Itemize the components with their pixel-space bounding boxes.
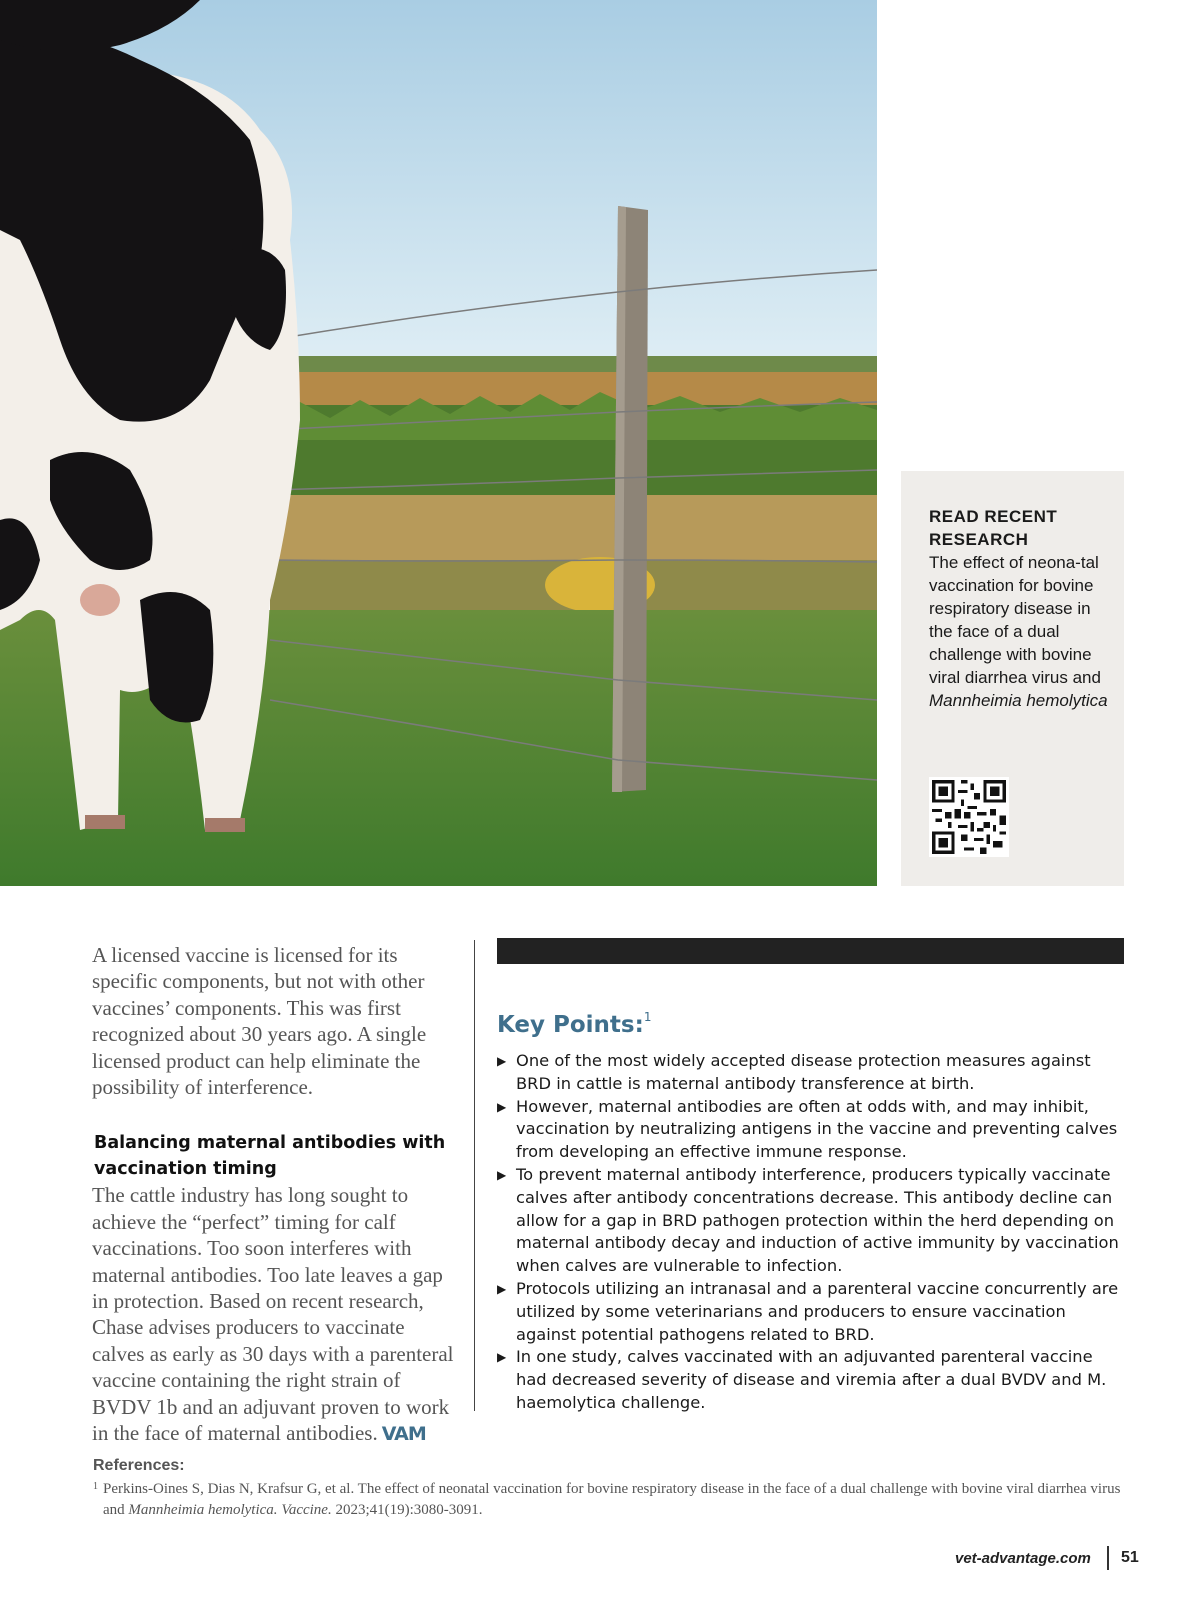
reference-species: Mannheimia hemolytica. bbox=[128, 1502, 278, 1518]
reference-main: Perkins-Oines S, Dias N, Krafsur G, et al. The effect of neonatal vaccination for bovine respiratory disease in the face of a dual challenge with bovine viral diarrhea virus and bbox=[103, 1481, 1121, 1518]
key-point-text: In one study, calves vaccinated with an adjuvanted parenteral vaccine had decreased severity of disease and viremia after a dual BVDV and M. haemolytica challenge. bbox=[516, 1347, 1107, 1412]
header-bar bbox=[497, 938, 1124, 964]
cow-photo bbox=[0, 0, 877, 886]
list-item bbox=[497, 1050, 1127, 1096]
references-title: References: bbox=[93, 1457, 185, 1474]
reference-tail: 2023;41(19):3080-3091. bbox=[335, 1502, 483, 1518]
site-url[interactable]: vet-advantage.com bbox=[955, 1550, 1091, 1567]
key-point-text: One of the most widely accepted disease protection measures against BRD in cattle is maternal antibody transference at birth. bbox=[516, 1051, 1091, 1093]
list-item bbox=[497, 1096, 1127, 1164]
key-points-ref-mark: 1 bbox=[643, 1010, 652, 1024]
section-heading: Balancing maternal antibodies with vaccination timing bbox=[94, 1133, 446, 1180]
key-point-text: However, maternal antibodies are often at odds with, and may inhibit, vaccination by neutralizing antigens in the vaccine and preventing calves from developing an effective immune response. bbox=[516, 1096, 1118, 1162]
list-item bbox=[497, 1278, 1127, 1346]
key-point-text: To prevent maternal antibody interference, producers typically vaccinate calves after antibody concentrations decrease. This antibody decline can allow for a gap in BRD pathogen protection within the herd depending on maternal antibody decay and induction of active immunity by vaccination when calves are vulnerable to infection. bbox=[516, 1164, 1119, 1276]
vam-end-mark: VAM bbox=[381, 1423, 426, 1446]
qr-code-icon[interactable] bbox=[929, 777, 1009, 857]
reference-number: 1 bbox=[93, 1481, 98, 1492]
reference-item bbox=[93, 1479, 1133, 1521]
triangle-right-icon: ▶ bbox=[497, 1350, 507, 1365]
triangle-right-icon: ▶ bbox=[497, 1281, 507, 1296]
list-item bbox=[497, 1346, 1127, 1414]
column-divider bbox=[474, 940, 475, 1411]
research-desc-main: The effect of neona-tal vaccination for bovine respiratory disease in the face of a dual challenge with bovine viral diarrhea virus and bbox=[929, 553, 1101, 687]
references-section bbox=[93, 1457, 1133, 1521]
read-recent-research-box bbox=[901, 471, 1124, 886]
intro-paragraph: A licensed vaccine is licensed for its specific components, but not with other vaccines’ components. This was first recognized about 30 years ago. A single licensed product can help eliminate the possibility of interference. bbox=[92, 943, 427, 1100]
reference-journal: Vaccine. bbox=[281, 1502, 332, 1518]
body-paragraph-text: The cattle industry has long sought to achieve the “perfect” timing for calf vaccinations. Too soon interferes with maternal antibodies. Too late leaves a gap in protection. Based on recent research, Chase advises producers to vaccinate calves as early as 30 days with a parenteral vaccine containing the right strain of BVDV 1b and an adjuvant proven to work in the face of maternal antibodies. bbox=[92, 1183, 454, 1446]
triangle-right-icon: ▶ bbox=[497, 1099, 507, 1114]
left-column bbox=[92, 942, 462, 1448]
list-item bbox=[497, 1164, 1127, 1278]
triangle-right-icon: ▶ bbox=[497, 1167, 507, 1182]
research-desc-species: Mannheimia hemolytica bbox=[929, 691, 1108, 710]
key-points-list bbox=[497, 1050, 1127, 1415]
research-description bbox=[929, 551, 1114, 712]
key-point-text: Protocols utilizing an intranasal and a parenteral vaccine concurrently are utilized by some veterinarians and producers to ensure vaccination against potential pathogens related to BRD. bbox=[516, 1278, 1119, 1344]
cow-fence-cornfield-photo bbox=[0, 0, 877, 886]
body-paragraph bbox=[92, 1182, 462, 1447]
key-points-title bbox=[497, 1012, 651, 1038]
key-points-title-text: Key Points: bbox=[497, 1012, 644, 1038]
footer-divider bbox=[1107, 1546, 1109, 1570]
research-label: READ RECENT RESEARCH bbox=[929, 507, 1058, 549]
triangle-right-icon: ▶ bbox=[497, 1054, 507, 1068]
page-number: 51 bbox=[1121, 1549, 1139, 1566]
